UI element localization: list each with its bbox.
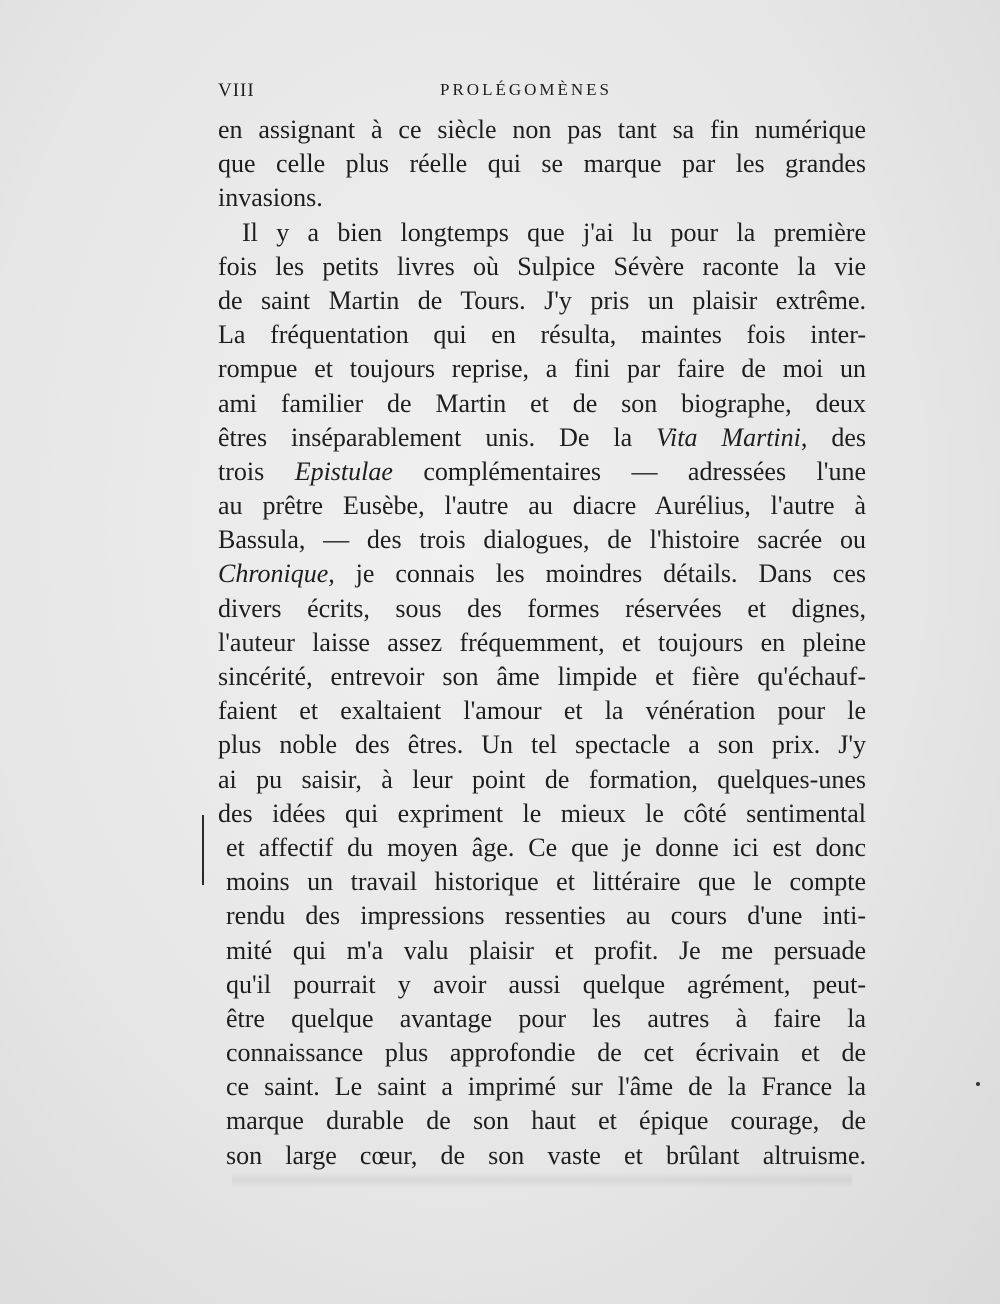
text-line: de saint Martin de Tours. J'y pris un plaisir extrême.	[218, 285, 866, 315]
text-line: et affectif du moyen âge. Ce que je donne ici est donc	[226, 832, 866, 862]
italic-title: Vita Martini,	[656, 422, 808, 452]
text-line: au prêtre Eusèbe, l'autre au diacre Aurélius, l'autre à	[218, 491, 866, 521]
text-line: mité qui m'a valu plaisir et profit. Je me persuade	[226, 935, 866, 965]
text-line: La fréquentation qui en résulta, maintes fois inter-	[218, 320, 866, 350]
text-line: son large cœur, de son vaste et brûlant altruisme.	[226, 1140, 866, 1170]
text-line: connaissance plus approfondie de cet écrivain et de	[226, 1038, 866, 1068]
text-line: ai pu saisir, à leur point de formation, quelques-unes	[218, 764, 866, 794]
text-line: moins un travail historique et littéraire que le compte	[226, 867, 866, 897]
text-run: des	[807, 422, 866, 452]
text-line: en assignant à ce siècle non pas tant sa fin numérique	[218, 115, 866, 144]
text-line: faient et exaltaient l'amour et la vénération pour le	[218, 696, 866, 726]
text-line: marque durable de son haut et épique courage, de	[226, 1106, 866, 1136]
text-line: qu'il pourrait y avoir aussi quelque agrément, peut-	[226, 969, 866, 999]
text-line: ami familier de Martin et de son biographe, deux	[218, 388, 866, 418]
text-line: rompue et toujours reprise, a fini par faire de moi un	[218, 354, 866, 384]
text-line: plus noble des êtres. Un tel spectacle a son prix. J'y	[218, 730, 866, 760]
margin-mark	[202, 815, 204, 885]
text-line: l'auteur laisse assez fréquemment, et toujours en pleine	[218, 627, 866, 657]
body-text	[218, 113, 866, 1173]
text-line: Il y a bien longtemps que j'ai lu pour la première	[242, 217, 866, 247]
text-line: fois les petits livres où Sulpice Sévère raconte la vie	[218, 251, 866, 281]
ink-speck	[976, 1082, 980, 1086]
text-line	[218, 557, 866, 591]
text-line: Bassula, — des trois dialogues, de l'histoire sacrée ou	[218, 525, 866, 555]
text-line	[218, 421, 866, 455]
text-line: rendu des impressions ressenties au cours d'une inti-	[226, 901, 866, 931]
running-title: PROLÉGOMÈNES	[440, 80, 613, 99]
text-run: complémentaires — adressées l'une	[392, 456, 867, 486]
text-line	[218, 455, 866, 489]
page-header	[218, 76, 858, 106]
italic-title: Epistulae	[294, 456, 393, 486]
text-line: être quelque avantage pour les autres à faire la	[226, 1003, 866, 1033]
text-line: que celle plus réelle qui se marque par les grandes	[218, 149, 866, 179]
text-run: je connais les moindres détails. Dans ces	[334, 559, 866, 589]
text-line: sincérité, entrevoir son âme limpide et fière qu'échauf-	[218, 662, 866, 691]
text-run: êtres inséparablement unis. De la	[218, 422, 657, 452]
page-number: VIII	[218, 80, 255, 101]
italic-title: Chronique,	[218, 559, 335, 589]
text-line: invasions.	[218, 183, 323, 213]
text-line: ce saint. Le saint a imprimé sur l'âme de la France la	[226, 1072, 866, 1102]
text-line: divers écrits, sous des formes réservées et dignes,	[218, 593, 866, 623]
show-through-shadow	[232, 1172, 852, 1188]
text-run: trois	[218, 456, 295, 486]
text-line: des idées qui expriment le mieux le côté sentimental	[218, 798, 866, 828]
